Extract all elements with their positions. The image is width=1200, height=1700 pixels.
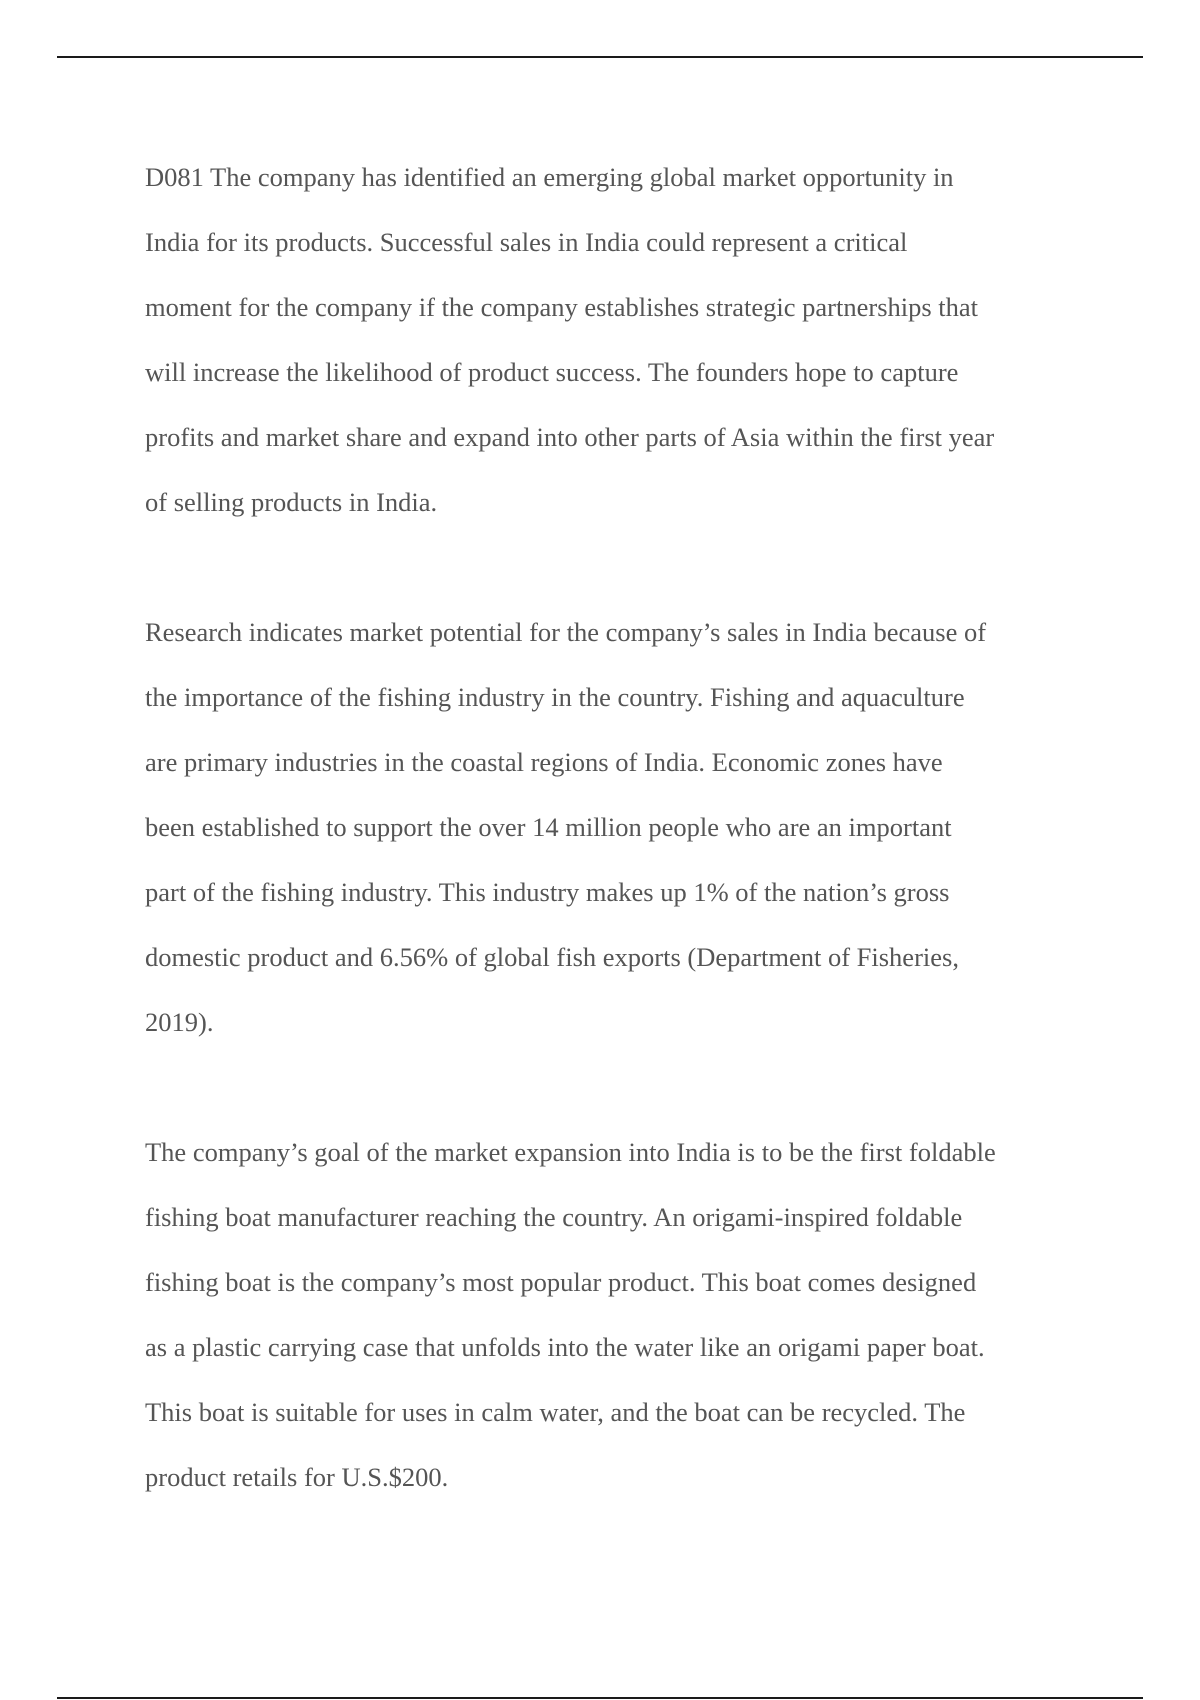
paragraph-line: been established to support the over 14 million people who are an important	[145, 812, 952, 842]
paragraph-line: fishing boat is the company’s most popular product. This boat comes designed	[145, 1267, 977, 1297]
paragraph-line: fishing boat manufacturer reaching the country. An origami-inspired foldable	[145, 1202, 963, 1232]
paragraph-line: part of the fishing industry. This industry makes up 1% of the nation’s gross	[145, 877, 950, 907]
paragraph-1	[145, 145, 1085, 535]
paragraph-line: This boat is suitable for uses in calm water, and the boat can be recycled. The	[145, 1397, 966, 1427]
paragraph-3	[145, 1120, 1085, 1510]
paragraph-line: 2019).	[145, 1007, 214, 1037]
paragraph-line: are primary industries in the coastal regions of India. Economic zones have	[145, 747, 943, 777]
document-body	[145, 145, 1085, 1510]
paragraph-2	[145, 600, 1085, 1055]
paragraph-line: Research indicates market potential for the company’s sales in India because of	[145, 617, 987, 647]
paragraph-line: D081 The company has identified an emerging global market opportunity in	[145, 162, 954, 192]
paragraph-line: The company’s goal of the market expansion into India is to be the first foldable	[145, 1137, 996, 1167]
paragraph-line: as a plastic carrying case that unfolds into the water like an origami paper boat.	[145, 1332, 985, 1362]
top-divider	[57, 56, 1143, 58]
paragraph-line: domestic product and 6.56% of global fish exports (Department of Fisheries,	[145, 942, 959, 972]
paragraph-line: will increase the likelihood of product success. The founders hope to capture	[145, 357, 959, 387]
paragraph-line: moment for the company if the company establishes strategic partnerships that	[145, 292, 979, 322]
paragraph-line: product retails for U.S.$200.	[145, 1462, 449, 1492]
bottom-divider	[57, 1697, 1143, 1699]
paragraph-line: the importance of the fishing industry in the country. Fishing and aquaculture	[145, 682, 965, 712]
paragraph-line: India for its products. Successful sales in India could represent a critical	[145, 227, 908, 257]
paragraph-line: profits and market share and expand into other parts of Asia within the first year	[145, 422, 995, 452]
paragraph-line: of selling products in India.	[145, 487, 438, 517]
